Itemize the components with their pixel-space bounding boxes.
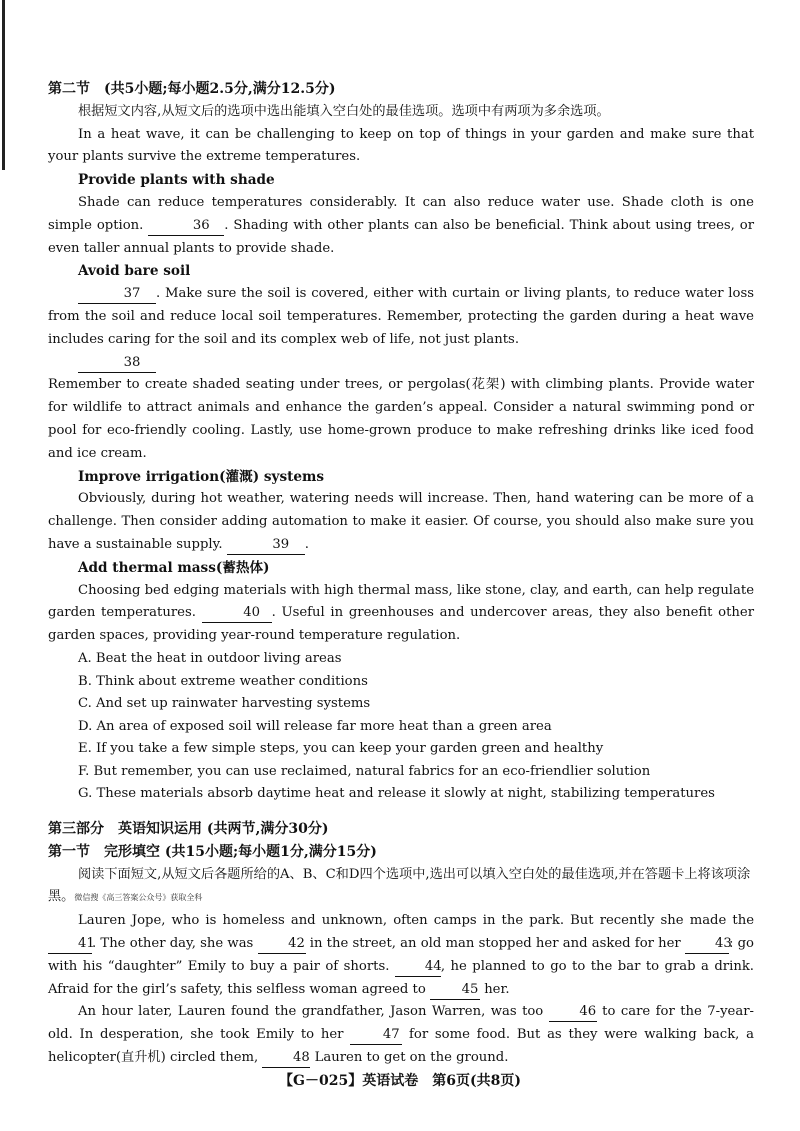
page-footer: 【G－025】英语试卷 第6页(共8页) — [279, 1073, 521, 1089]
cloze-heading: 第一节 完形填空 (共15小题;每小题1分,满分15分) — [48, 843, 377, 860]
blank-46: 46 — [549, 1003, 597, 1022]
paragraph-irrigation: Obviously, during hot weather, watering needs will increase. Then, hand watering can be more of a challenge. Then consider adding automation to make it easier. Of course, you should also make sure you have a sustainable supply. 39 . — [48, 488, 754, 556]
section-instruction: 根据短文内容,从短文后的选项中选出能填入空白处的最佳选项。选项中有两项为多余选项。 — [78, 103, 610, 119]
blank-44: 44 — [395, 958, 441, 977]
blank-47: 47 — [350, 1026, 402, 1045]
section-heading: 第二节 (共5小题;每小题2.5分,满分12.5分) — [48, 81, 336, 97]
exam-page — [48, 78, 754, 1070]
options-list — [48, 648, 754, 806]
subheading-bare-soil: Avoid bare soil — [78, 263, 191, 280]
blank-36: 36 — [148, 217, 224, 236]
watermark-text: 微信搜《高三答案公众号》获取全科 — [74, 893, 203, 903]
blank-42: 42 — [258, 935, 306, 954]
option-b: B. Think about extreme weather conditions — [78, 673, 368, 689]
option-d: D. An area of exposed soil will release far more heat than a green area — [78, 718, 552, 734]
blank-39: 39 — [227, 536, 305, 555]
paragraph-shade: Shade can reduce temperatures considerably. It can also reduce water use. Shade cloth is one simple option. 36 . Shading with other plants can also be beneficial. Think about using trees, or even taller annual plants to provide shade. — [48, 194, 754, 256]
paragraph-thermal-mass: Choosing bed edging materials with high thermal mass, like stone, clay, and earth, can help regulate garden temperatures. 40 . Useful in greenhouses and undercover areas, they also benefit other garden spaces, providing year-round temperature regulation. — [48, 582, 755, 644]
option-c: C. And set up rainwater harvesting systems — [78, 696, 371, 712]
option-a: A. Beat the heat in outdoor living areas — [78, 650, 342, 666]
cloze-paragraph-1: Lauren Jope, who is homeless and unknown, often camps in the park. But recently she made the 41. The other day, she was 42 in the street, an old man stopped her and asked for her 43: go with his “daughter” Emily to buy a pair of shorts. 44, he planned to go to the bar to grab a drink. Afraid for the girl’s safety, this selfless woman agreed to 45 her. — [48, 910, 754, 1001]
blank-43: 43 — [685, 935, 729, 954]
option-f: F. But remember, you can use reclaimed, natural fabrics for an eco-friendlier solution — [78, 763, 651, 779]
subheading-shade: Provide plants with shade — [78, 172, 275, 189]
blank-40: 40 — [202, 604, 272, 623]
cloze-paragraph-2: An hour later, Lauren found the grandfather, Jason Warren, was too 46 to care for the 7-year-old. In desperation, she took Emily to her 47 for some food. But as they were walking back, a helicopter(直升机) circled them, 48 Lauren to get on the ground. — [48, 1001, 754, 1069]
blank-38: 38 — [78, 354, 156, 373]
blank-48: 48 — [262, 1049, 310, 1068]
part-three-heading: 第三部分 英语知识运用 (共两节,满分30分) — [48, 821, 329, 838]
passage-intro: In a heat wave, it can be challenging to keep on top of things in your garden and make sure that your plants survive the extreme temperatures. — [48, 126, 754, 165]
option-e: E. If you take a few simple steps, you can keep your garden green and healthy — [78, 741, 604, 757]
blank-37: 37 — [78, 285, 156, 304]
blank-41: 41 — [48, 935, 92, 954]
cloze-instruction: 阅读下面短文,从短文后各题所给的A、B、C和D四个选项中,选出可以填入空白处的最佳选项,并在答题卡上将该项涂黑。微信搜《高三答案公众号》获取全科 — [48, 866, 751, 905]
blank-38-line — [48, 352, 754, 375]
paragraph-outdoor: Remember to create shaded seating under trees, or pergolas(花架) with climbing plants. Provide water for wildlife to attract animals and enhance the garden’s appeal. Consider a natural swimming pond or pool for eco-friendly cooling. Lastly, use home-grown produce to make refreshing drinks like iced food and ice cream. — [48, 377, 754, 461]
page-edge-mark — [2, 0, 5, 170]
subheading-irrigation: Improve irrigation(灌溉) systems — [78, 468, 325, 485]
paragraph-bare-soil: 37 . Make sure the soil is covered, either with curtain or living plants, to reduce water loss from the soil and reduce local soil temperatures. Remember, protecting the garden during a heat wave includes caring for the soil and its complex web of life, not just plants. — [48, 286, 754, 347]
option-g: G. These materials absorb daytime heat and release it slowly at night, stabilizing temperatures — [78, 786, 715, 802]
blank-45: 45 — [430, 981, 480, 1000]
subheading-thermal-mass: Add thermal mass(蓄热体) — [78, 559, 270, 576]
